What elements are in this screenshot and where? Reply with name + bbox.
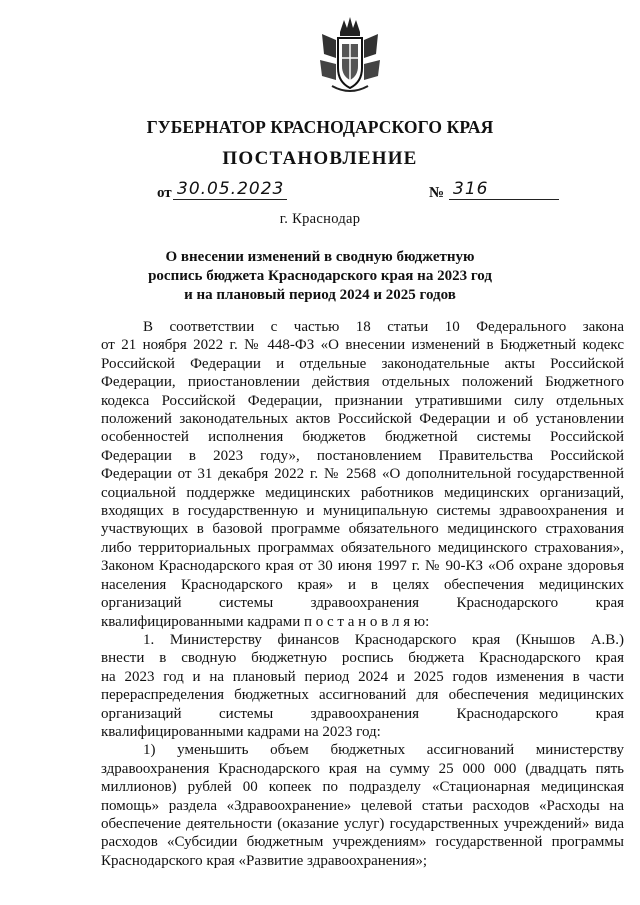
title-line: роспись бюджета Краснодарского края на 2023 год	[148, 268, 492, 284]
document-type-heading: ПОСТАНОВЛЕНИЕ	[222, 148, 418, 169]
body-line: на 2023 год и на плановый период 2024 и 2025 годов изменения в части	[101, 668, 624, 685]
document-date: 30.05.2023	[173, 179, 287, 200]
body-line: В соответствии с частью 18 статьи 10 Федерального закона	[143, 319, 624, 335]
document-body	[101, 318, 624, 870]
authority-heading: ГУБЕРНАТОР КРАСНОДАРСКОГО КРАЯ	[146, 117, 494, 137]
body-line: положений законодательных актов Российской Федерации и об установлении	[101, 411, 624, 428]
document-meta-row	[0, 179, 640, 207]
title-line: и на плановый период 2024 и 2025 годов	[184, 287, 456, 303]
body-line: входящих в государственную и муниципальную системы здравоохранения и	[101, 503, 624, 520]
document-title	[0, 248, 640, 305]
body-line: населения Краснодарского края» и в целях обеспечения медицинских	[101, 576, 624, 593]
body-line: перераспределения бюджетных ассигнований для обеспечения медицинских	[101, 687, 624, 704]
body-line: Законом Краснодарского края от 30 июня 1997 г. № 90-КЗ «Об охране здоровья	[101, 558, 624, 575]
body-line: социальной поддержке медицинских работников медицинских организаций,	[101, 484, 624, 501]
body-line: от 21 ноября 2022 г. № 448-ФЗ «О внесении изменений в Бюджетный кодекс	[101, 337, 624, 354]
body-line: квалифицированными кадрами на 2023 год:	[101, 723, 381, 740]
body-line: Краснодарского края «Развитие здравоохранения»;	[101, 852, 428, 869]
body-line: 1. Министерству финансов Краснодарского края (Кнышов А.В.)	[143, 631, 624, 648]
body-line: здравоохранения Краснодарского края на сумму 25 000 000 (двадцать пять	[101, 760, 624, 777]
body-line: Федерации в 2023 году», постановлением Правительства Российской	[101, 447, 624, 464]
body-line: 1) уменьшить объем бюджетных ассигнований министерству	[143, 742, 624, 759]
date-prefix: от	[157, 185, 172, 201]
body-line: расходов «Субсидии бюджетным учреждениям» государственной программы	[101, 834, 624, 851]
number-prefix: №	[429, 185, 445, 201]
body-line: миллионов) рублей 00 копеек по подразделу «Стационарная медицинская	[101, 779, 624, 796]
body-line: особенностей исполнения бюджетов бюджетной системы Российской	[101, 429, 624, 446]
document-city: г. Краснодар	[279, 211, 361, 227]
body-line: Федерации, приостановлении действия отдельных положений Бюджетного	[101, 374, 624, 391]
body-line: помощь» раздела «Здравоохранение» целевой статьи расходов «Расходы на	[101, 797, 624, 814]
body-line: либо территориальных программах обязательного медицинского страхования»,	[101, 539, 624, 556]
body-line: Федерации от 31 декабря 2022 г. № 2568 «О дополнительной государственной	[101, 466, 624, 483]
body-line: кодекса Российской Федерации, признании утратившими силу отдельных	[101, 392, 624, 409]
body-line: обеспечение деятельности (оказание услуг) государственных учреждений» вида	[101, 815, 624, 832]
body-line: квалифицированными кадрами п о с т а н о в л я ю:	[101, 613, 430, 630]
document-number: 316	[449, 179, 559, 200]
body-line: организаций системы здравоохранения Краснодарского края	[101, 595, 624, 612]
body-line: Российской Федерации и отдельные законодательные акты Российской	[101, 355, 624, 372]
coat-of-arms-icon	[318, 14, 382, 96]
body-line: участвующих в базовой программе обязательного медицинского страхования	[101, 521, 624, 538]
body-line: организаций системы здравоохранения Краснодарского края	[101, 705, 624, 722]
title-line: О внесении изменений в сводную бюджетную	[165, 249, 475, 265]
body-line: внести в сводную бюджетную роспись бюджета Краснодарского края	[101, 650, 624, 667]
